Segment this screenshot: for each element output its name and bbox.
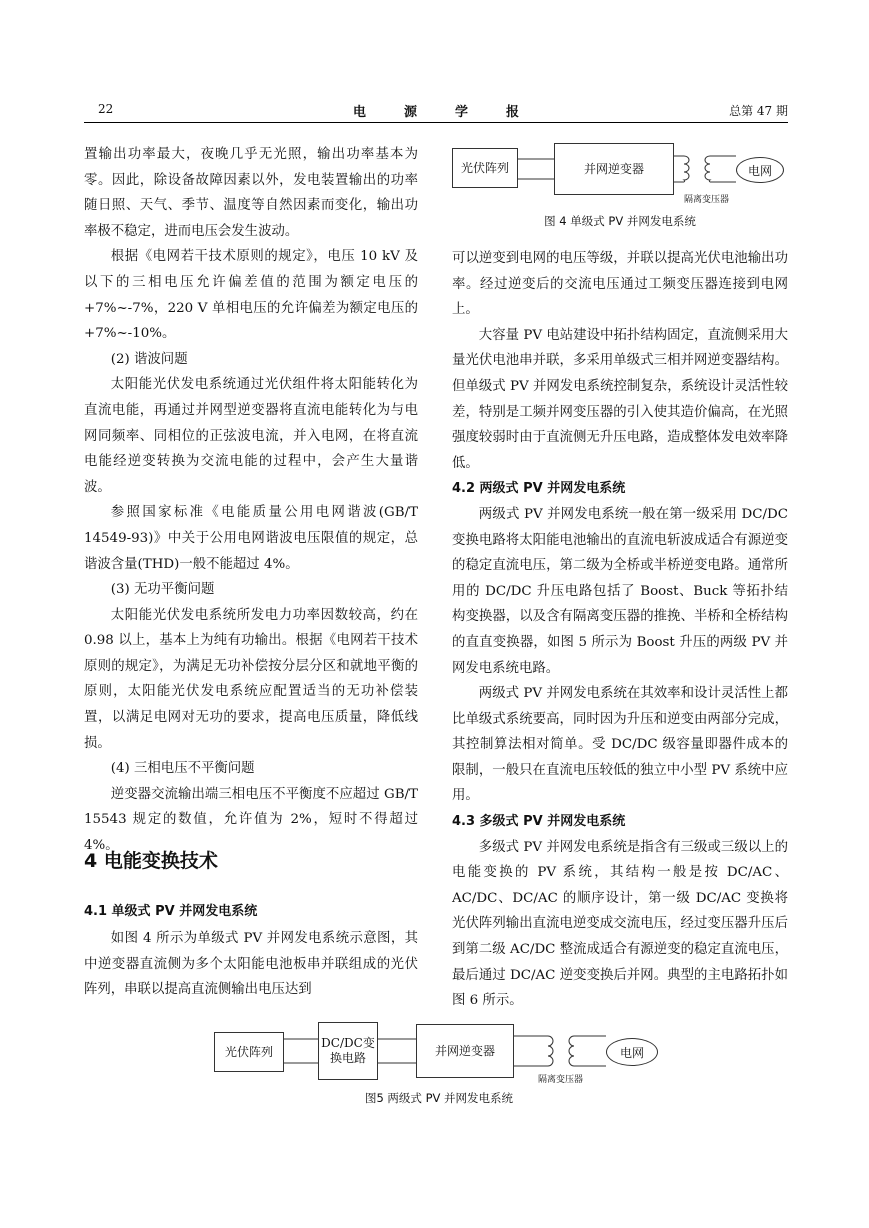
paragraph: 如图 4 所示为单级式 PV 并网发电系统示意图，其中逆变器直流侧为多个太阳能电池板串并联组成的光伏阵列，串联以提高直流侧输出电压达到 [84,931,418,998]
grid-node: 电网 [606,1038,658,1066]
subsection-heading: 4.2 两级式 PV 并网发电系统 [452,481,626,497]
paragraph: 大容量 PV 电站建设中拓扑结构固定，直流侧采用大量光伏电池串并联，多采用单级式三相并网逆变器结构。但单级式 PV 并网发电系统控制复杂，系统设计灵活性较差，特别是工频并网变压器的引入使其造价偏高，在光照强度较弱时由于直流侧无升压电路，造成整体发电效率降低。 [452,327,788,471]
figure-5-caption: 图5 两级式 PV 并网发电系统 [364,1091,514,1105]
inverter-box: 并网逆变器 [416,1024,514,1078]
paragraph: 太阳能光伏发电系统通过光伏组件将太阳能转化为直流电能，再通过并网型逆变器将直流电能转化为与电网同频率、同相位的正弦波电流，并入电网，在将直流电能经逆变转换为交流电能的过程中，会产生大量谐波。 [84,377,418,495]
paragraph: 两级式 PV 并网发电系统在其效率和设计灵活性上都比单级式系统要高，同时因为升压和逆变由两部分完成，其控制算法相对简单。受 DC/DC 级容量即器件成本的限制，一般只在直流电压较低的独立中小型 PV 系统中应用。 [452,686,788,804]
section-heading: 4 电能变换技术 [84,850,218,872]
figure-5 [214,1018,664,1110]
grid-node: 电网 [736,157,784,183]
dcdc-box: DC/DC变换电路 [318,1022,378,1080]
paragraph: 逆变器交流输出端三相电压不平衡度不应超过 GB/T 15543 规定的数值，允许值为 2%，短时不得超过 4%。 [84,786,418,854]
transformer-label: 隔离变压器 [538,1075,584,1085]
pv-array-box: 光伏阵列 [214,1032,284,1072]
left-column [84,142,418,859]
figure-4-caption: 图 4 单级式 PV 并网发电系统 [544,214,696,228]
issue-number: 总第 47 期 [729,104,788,118]
subheading-harmonics: (2) 谐波问题 [110,351,188,367]
section-4-1-text [84,926,418,1003]
pv-array-box: 光伏阵列 [452,148,518,188]
page-number: 22 [98,102,114,116]
inverter-box: 并网逆变器 [554,143,674,195]
subsection-heading: 4.3 多级式 PV 并网发电系统 [452,814,626,830]
right-column [452,246,788,1014]
paragraph: 根据《电网若干技术原则的规定》，电压 10 kV 及以下的三相电压允许偏差值的范围为额定电压的+7%~-7%，220 V 单相电压的允许偏差为额定电压的+7%~-10%。 [84,249,418,342]
paragraph: 置输出功率最大，夜晚几乎无光照，输出功率基本为零。因此，除设备故障因素以外，发电装置输出的功率随日照、天气、季节、温度等自然因素而变化，输出功率极不稳定，进而电压会发生波动。 [84,147,418,239]
subsection-heading: 4.1 单级式 PV 并网发电系统 [84,904,258,919]
paragraph: 太阳能光伏发电系统所发电力功率因数较高，约在 0.98 以上，基本上为纯有功输出。根据《电网若干技术原则的规定》，为满足无功补偿按分层分区和就地平衡的原则，太阳能光伏发电系统应配置适当的无功补偿装置，以满足电网对无功的要求，提高电压质量，降低线损。 [84,607,418,751]
running-header [84,100,788,123]
subheading-unbalance: (4) 三相电压不平衡问题 [110,761,255,777]
paragraph: 多级式 PV 并网发电系统是指含有三级或三级以上的电能变换的 PV 系统，其结构一般是按 DC/AC、AC/DC、DC/AC 的顺序设计，第一级 DC/AC 变换将光伏阵列输出直流电逆变成交流电压，经过变压器升压后到第二级 AC/DC 整流成适合有源逆变的稳定直流电压，最后通过 DC/AC 逆变变换后并网。典型的主电路拓扑如图 6 所示。 [452,839,788,1009]
subheading-reactive: (3) 无功平衡问题 [110,582,215,598]
transformer-label: 隔离变压器 [684,195,730,205]
journal-title: 电源学报 [352,105,557,120]
paragraph: 两级式 PV 并网发电系统一般在第一级采用 DC/DC 变换电路将太阳能电池输出的直流电斩波成适合有源逆变的稳定直流电压，第二级为全桥或半桥逆变电路。通常所用的 DC/DC 升压电路包括了 Boost、Buck 等拓扑结构变换器，以及含有隔离变压器的推挽、半桥和全桥结构的直直变换器，如图 5 所示为 Boost 升压的两级 PV 并网发电系统电路。 [452,506,788,676]
paragraph: 可以逆变到电网的电压等级，并联以提高光伏电池输出功率。经过逆变后的交流电压通过工频变压器连接到电网上。 [452,251,788,318]
figure-4 [452,138,788,238]
paragraph: 参照国家标准《电能质量公用电网谐波(GB/T 14549-93)》中关于公用电网谐波电压限值的规定，总谐波含量(THD)一般不能超过 4%。 [84,505,418,572]
